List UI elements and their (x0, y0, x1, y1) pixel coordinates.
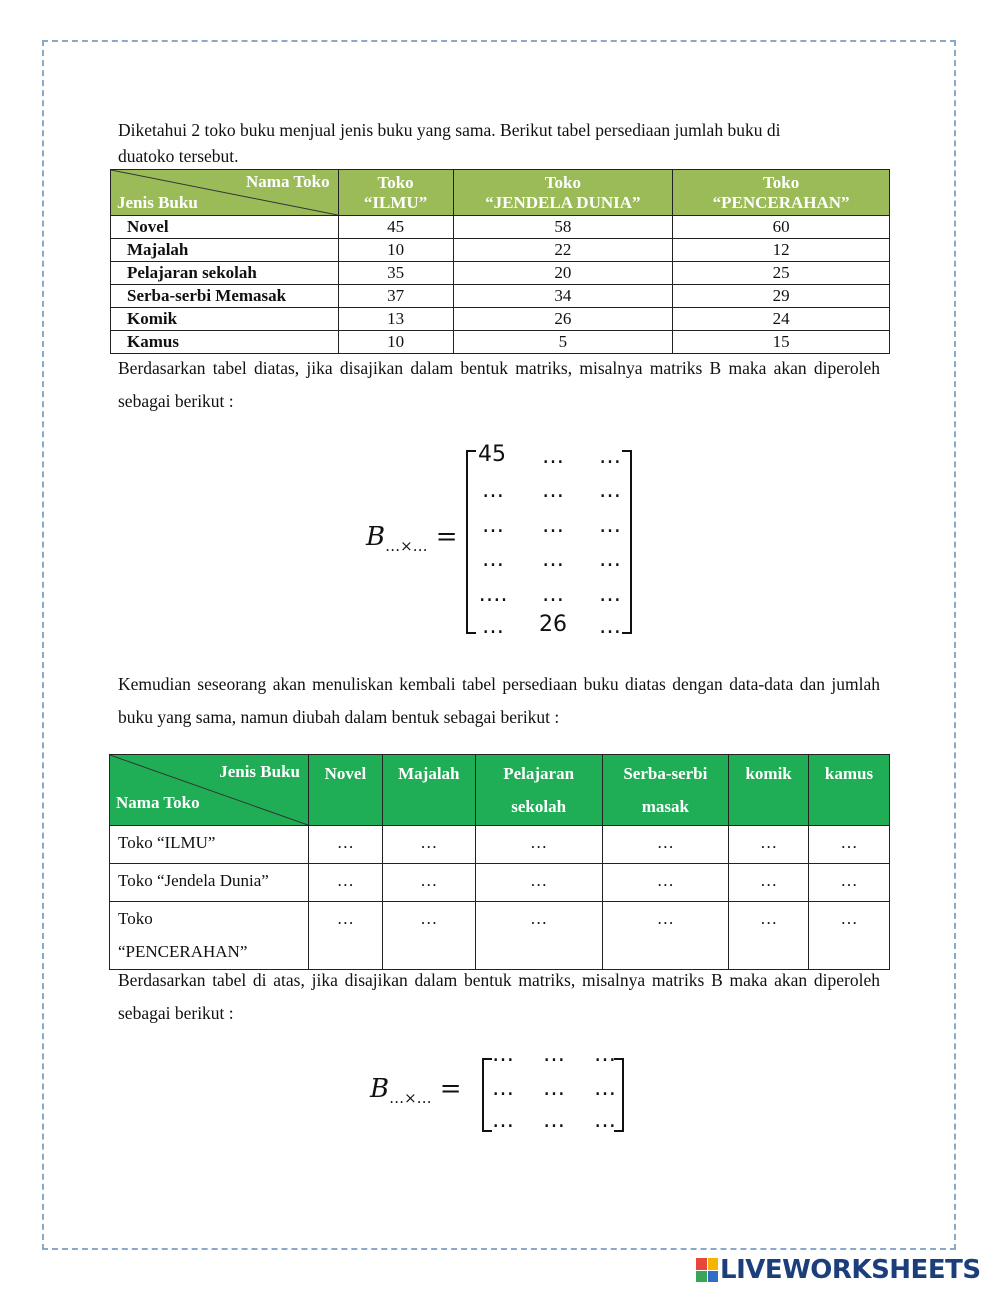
matrix-1-cell: … (482, 478, 504, 503)
liveworksheets-logo-icon (696, 1258, 718, 1282)
matrix-1-cell: … (542, 547, 564, 572)
header-kamus: kamus (809, 755, 890, 826)
table-row: Toko “PENCERAHAN” … … … … … … (110, 902, 890, 970)
matrix-2-cell: … (594, 1076, 616, 1101)
table-row: Pelajaran sekolah 35 20 25 (111, 262, 890, 285)
liveworksheets-logo (696, 1254, 981, 1286)
matrix-2-cell: … (492, 1076, 514, 1101)
table-row: Majalah 10 22 12 (111, 239, 890, 262)
matrix-1-cell: … (599, 547, 621, 572)
matrix-1-cell: … (482, 547, 504, 572)
matrix-1-cell: … (482, 614, 504, 639)
explanation-paragraph-2: Kemudian seseorang akan menuliskan kembali tabel persediaan buku diatas dengan data-data dan jumlah buku yang sama, namun diubah dalam bentuk sebagai berikut : (118, 674, 880, 727)
header-jenis-buku: Jenis Buku (117, 193, 198, 212)
matrix-1-cell: 26 (539, 612, 567, 637)
matrix-1-cell: … (599, 513, 621, 538)
header-komik: komik (729, 755, 809, 826)
header-novel: Novel (308, 755, 382, 826)
stock-table-by-book-type (109, 754, 890, 970)
explanation-paragraph-3: Berdasarkan tabel di atas, jika disajikan dalam bentuk matriks, misalnya matriks B maka akan diperoleh sebagai berikut : (118, 970, 880, 1023)
matrix-1-cell: 45 (478, 442, 506, 467)
matrix-2-cell: … (543, 1042, 565, 1067)
matrix-2-cell: … (492, 1108, 514, 1133)
header-store-jendela-dunia: Toko “JENDELA DUNIA” (453, 170, 673, 216)
watermark-text: LIVEWORKSHEETS (720, 1255, 981, 1285)
table-row: Toko “ILMU” … … … … … … (110, 826, 890, 864)
matrix-1-cell: … (599, 614, 621, 639)
header-nama-toko: Nama Toko (116, 793, 200, 812)
matrix-1-label: $B_{\dots\times\dots}$ = (366, 522, 458, 556)
table-row: Serba-serbi Memasak 37 34 29 (111, 285, 890, 308)
matrix-1-cell: … (542, 513, 564, 538)
table-row: Toko “Jendela Dunia” … … … … … … (110, 864, 890, 902)
matrix-1-cell: …. (478, 582, 508, 607)
matrix-2-cell: … (594, 1108, 616, 1133)
matrix-1-cell: … (599, 478, 621, 503)
table-row: Novel 45 58 60 (111, 216, 890, 239)
matrix-1-cell: … (482, 513, 504, 538)
matrix-1-cell: … (542, 444, 564, 469)
matrix-2-cell: … (594, 1042, 616, 1067)
intro-text: Diketahui 2 toko buku menjual jenis buku yang sama. Berikut tabel persediaan jumlah buku di duatoko tersebut. (118, 120, 781, 166)
diagonal-header-cell (110, 755, 309, 826)
header-nama-toko: Nama Toko (246, 172, 330, 191)
matrix-2-cell: … (492, 1042, 514, 1067)
header-pelajaran-sekolah: Pelajaran sekolah (475, 755, 602, 826)
matrix-2-label: $B_{\dots\times\dots}$ = (370, 1074, 462, 1108)
header-majalah: Majalah (382, 755, 475, 826)
matrix-1-cell: … (599, 582, 621, 607)
explanation-paragraph-1: Berdasarkan tabel diatas, jika disajikan dalam bentuk matriks, misalnya matriks B maka akan diperoleh sebagai berikut : (118, 358, 880, 411)
header-store-pencerahan: Toko “PENCERAHAN” (673, 170, 890, 216)
table-row: Kamus 10 5 15 (111, 331, 890, 354)
matrix-2-cell: … (543, 1076, 565, 1101)
matrix-1-cell: … (542, 582, 564, 607)
matrix-1-cell: … (542, 478, 564, 503)
header-jenis-buku: Jenis Buku (219, 762, 300, 781)
header-serba-serbi-masak: Serba-serbi masak (602, 755, 729, 826)
matrix-1-cell: … (599, 444, 621, 469)
stock-table-by-store (110, 169, 890, 354)
diagonal-header-cell (111, 170, 339, 216)
table-row: Komik 13 26 24 (111, 308, 890, 331)
header-store-ilmu: Toko “ILMU” (338, 170, 453, 216)
matrix-2-cell: … (543, 1108, 565, 1133)
